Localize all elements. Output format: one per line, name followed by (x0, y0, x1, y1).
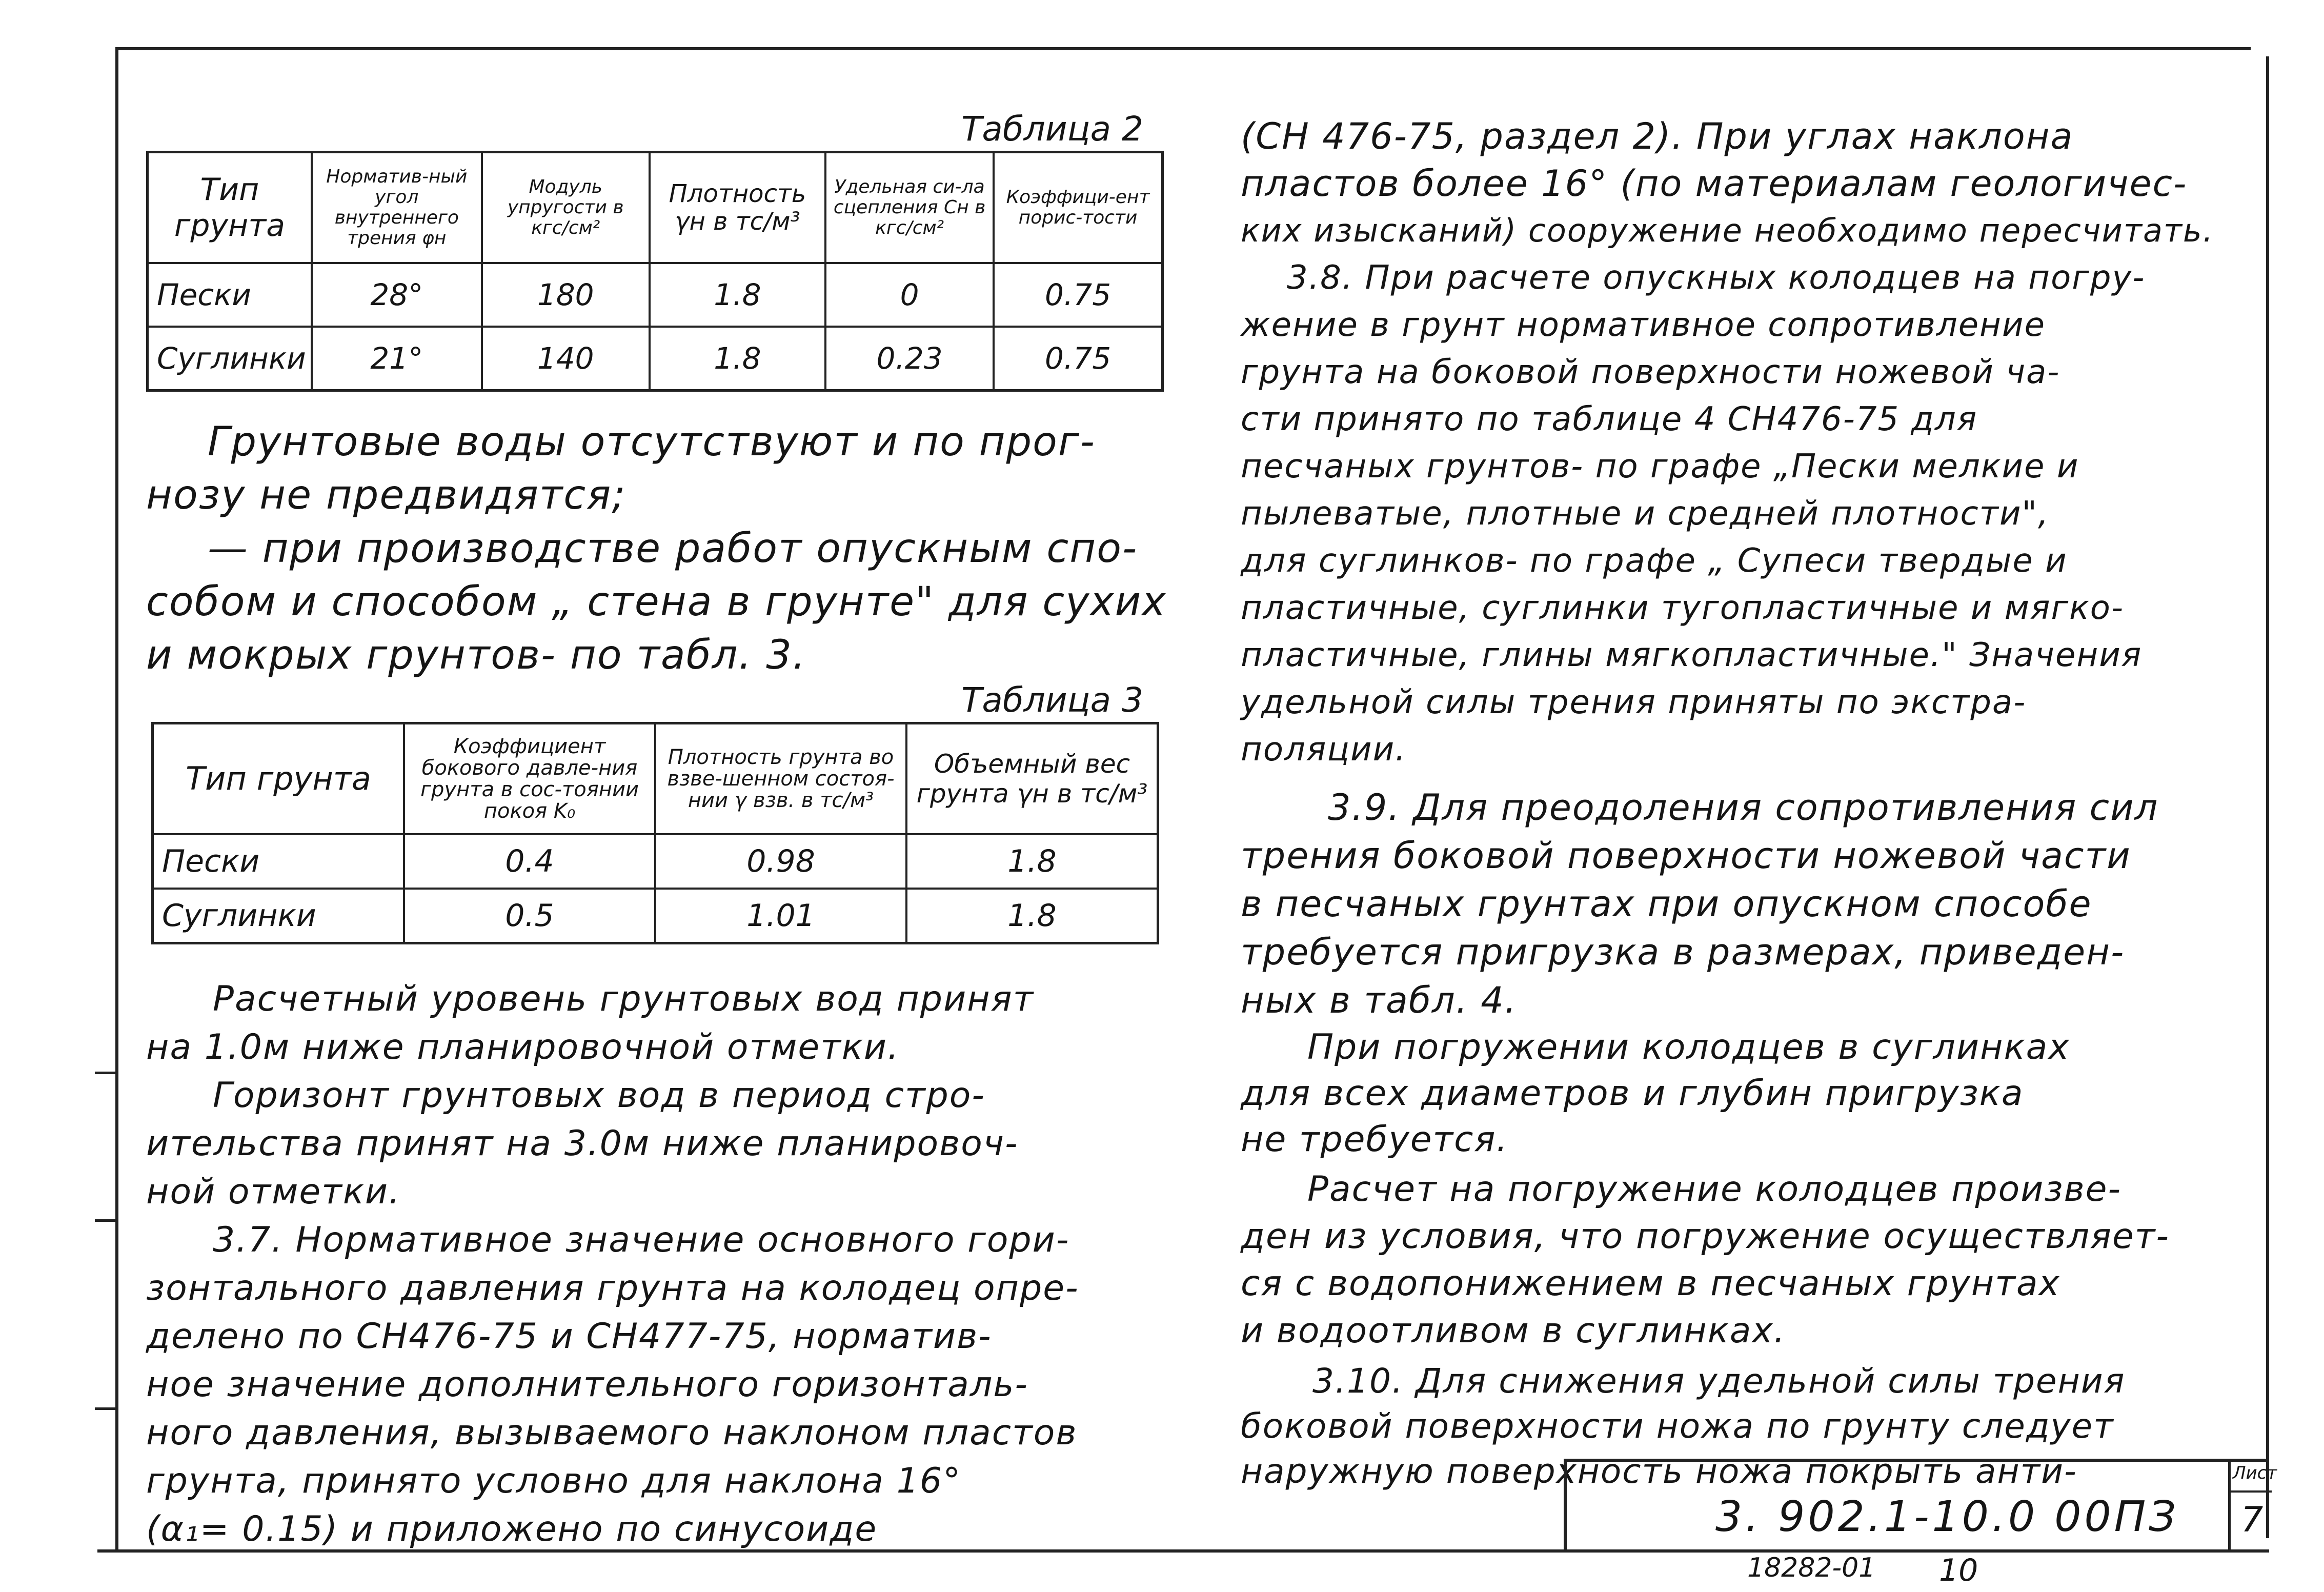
text-line: (СН 476-75, раздел 2). При углах наклона (1241, 115, 2074, 157)
text-line: 3.7. Нормативное значение основного гори- (213, 1220, 1070, 1260)
text-line: (α₁= 0.15) и приложено по синусоиде (146, 1509, 878, 1549)
table3-header-cell: Тип грунта (153, 723, 405, 835)
table2-cell: 0.23 (825, 327, 994, 391)
table2-header-cell: Коэффици-ент порис-тости (994, 152, 1162, 264)
left-column (146, 108, 1167, 1554)
loam-paragraph (1241, 1024, 2261, 1163)
section-3-8-paragraph (1241, 254, 2261, 773)
section-3-9-paragraph (1241, 783, 2261, 1024)
text-line: пластичные, глины мягкопластичные." Значения (1241, 636, 2143, 674)
text-line: пластов более 16° (по материалам геологичес- (1241, 163, 2188, 205)
text-line: Расчетный уровень грунтовых вод принят (213, 979, 1035, 1019)
table3-caption: Таблица 3 (961, 680, 1143, 720)
table3-header-cell: Объемный вес грунта γн в тс/м³ (906, 723, 1158, 835)
text-line: Расчет на погружение колодцев произве- (1307, 1169, 2122, 1210)
text-line: трения боковой поверхности ножевой части (1241, 835, 2131, 877)
footer-number: 10 (1939, 1553, 1978, 1588)
intro-paragraph (1241, 113, 2261, 254)
frame-top-border (115, 47, 2084, 50)
text-line: грунта, принято условно для наклона 16° (146, 1461, 962, 1501)
table2-header-cell: Плотность γн в тс/м³ (650, 152, 826, 264)
table3-cell: Суглинки (153, 889, 405, 943)
groundwater-paragraph (146, 415, 1167, 682)
table-row (153, 834, 1158, 889)
table2-cell: 180 (482, 263, 650, 327)
sheet-number: 7 (2241, 1500, 2264, 1540)
frame-tick (95, 1219, 116, 1222)
text-line: ной отметки. (146, 1172, 401, 1212)
table2-cell: 28° (312, 263, 482, 327)
text-line: на 1.0м ниже планировочной отметки. (146, 1027, 900, 1067)
table2 (146, 151, 1164, 392)
text-line: и водоотливом в суглинках. (1241, 1311, 1786, 1351)
text-line: ся с водопонижением в песчаных грунтах (1241, 1263, 2060, 1304)
text-line: сти принято по таблице 4 СН476-75 для (1241, 400, 1978, 438)
text-line: 3.9. Для преодоления сопротивления сил (1328, 787, 2159, 829)
table2-cell: 1.8 (650, 327, 826, 391)
text-line: требуется пригрузка в размерах, приведен- (1241, 931, 2125, 973)
text-line: грунта на боковой поверхности ножевой ча- (1241, 353, 2060, 391)
text-line: пластичные, суглинки тугопластичные и мягко- (1241, 589, 2125, 627)
text-line: не требуется. (1241, 1119, 1509, 1160)
table2-cell: 0.75 (994, 327, 1162, 391)
text-line: жение в грунт нормативное сопротивление (1241, 306, 2046, 344)
frame-tick (95, 1407, 116, 1410)
text-line: ден из условия, что погружение осуществляет- (1241, 1216, 2170, 1257)
text-line: в песчаных грунтах при опускном способе (1241, 883, 2092, 925)
table2-cell: 0.75 (994, 263, 1162, 327)
title-block (1564, 1459, 2277, 1553)
table3 (151, 722, 1159, 944)
table2-header-cell: Модуль упругости в кгс/см² (482, 152, 650, 264)
water-horizon-paragraph (146, 1072, 1164, 1216)
table3-header-cell: Плотность грунта во взве-шенном состоя-нии γ взв. в тс/м³ (655, 723, 906, 835)
table-row (148, 263, 1163, 327)
table2-cell: 0 (825, 263, 994, 327)
text-line: и мокрых грунтов- по табл. 3. (146, 632, 806, 678)
text-line: зонтального давления грунта на колодец опре- (146, 1268, 1079, 1308)
table3-cell: 1.01 (655, 889, 906, 943)
text-line: ных в табл. 4. (1241, 979, 1518, 1021)
text-line: боковой поверхности ножа по грунту следует (1241, 1406, 2114, 1446)
text-line: делено по СН476-75 и СН477-75, норматив- (146, 1316, 992, 1357)
text-line: 3.10. Для снижения удельной силы трения (1312, 1361, 2126, 1401)
table2-cell: 1.8 (650, 263, 826, 327)
water-level-paragraph (146, 975, 1164, 1072)
sheet-divider (2231, 1490, 2272, 1493)
text-line: удельной силы трения приняты по экстра- (1241, 683, 2027, 721)
text-line: 3.8. При расчете опускных колодцев на погру- (1287, 259, 2146, 297)
table2-cell: Суглинки (148, 327, 312, 391)
text-line: для суглинков- по графе „ Супеси твердые и (1241, 542, 2068, 580)
text-line: ких изысканий) сооружение необходимо пересчитать. (1241, 212, 2214, 249)
text-line: ное значение дополнительного горизонталь- (146, 1364, 1028, 1405)
text-line: ного давления, вызываемого наклоном пластов (146, 1413, 1078, 1453)
table3-cell: 1.8 (906, 834, 1158, 889)
text-line: Горизонт грунтовых вод в период стро- (213, 1075, 985, 1116)
text-line: для всех диаметров и глубин пригрузка (1241, 1073, 2024, 1114)
sheet-box (2228, 1459, 2277, 1553)
table2-header-cell: Удельная си-ла сцепления Сн в кгс/см² (825, 152, 994, 264)
table3-cell: 1.8 (906, 889, 1158, 943)
text-line: — при производстве работ опускным спо- (208, 526, 1138, 572)
footer-code: 18282-01 (1747, 1553, 1876, 1583)
table2-caption: Таблица 2 (961, 109, 1143, 149)
table-row (148, 327, 1163, 391)
table2-cell: 140 (482, 327, 650, 391)
right-column (1241, 113, 2261, 1494)
table2-cell: Пески (148, 263, 312, 327)
table3-cell: 0.4 (404, 834, 655, 889)
table2-cell: 21° (312, 327, 482, 391)
document-code: 3. 902.1-10.0 00ПЗ (1715, 1493, 2179, 1541)
frame-right-border (2266, 56, 2269, 1538)
text-line: пылеватые, плотные и средней плотности", (1241, 495, 2050, 533)
frame-top-mark (2076, 47, 2251, 50)
text-line: песчаных грунтов- по графе „Пески мелкие и (1241, 448, 2079, 486)
table3-header-row (153, 723, 1158, 835)
text-line: При погружении колодцев в суглинках (1307, 1027, 2070, 1067)
table3-cell: Пески (153, 834, 405, 889)
calculation-paragraph (1241, 1166, 2261, 1355)
table-row (153, 889, 1158, 943)
sheet-label: Лист (2233, 1463, 2277, 1483)
section-3-7-paragraph (146, 1216, 1164, 1554)
table3-cell: 0.98 (655, 834, 906, 889)
text-line: поляции. (1241, 731, 1407, 769)
frame-left-border (115, 47, 118, 1552)
text-line: ительства принят на 3.0м ниже планировоч- (146, 1123, 1019, 1164)
table2-header-cell: Тип грунта (148, 152, 312, 264)
table3-header-cell: Коэффициент бокового давле-ния грунта в сос-тоянии покоя K₀ (404, 723, 655, 835)
text-line: собом и способом „ стена в грунте" для сухих (146, 579, 1167, 625)
text-line: нозу не предвидятся; (146, 472, 627, 518)
table2-header-cell: Норматив-ный угол внутреннего трения φн (312, 152, 482, 264)
text-line: наружную поверхность ножа покрыть анти- (1241, 1452, 2077, 1491)
table3-cell: 0.5 (404, 889, 655, 943)
table2-header-row (148, 152, 1163, 264)
text-line: Грунтовые воды отсутствуют и по прог- (208, 419, 1096, 465)
frame-tick (95, 1072, 116, 1074)
